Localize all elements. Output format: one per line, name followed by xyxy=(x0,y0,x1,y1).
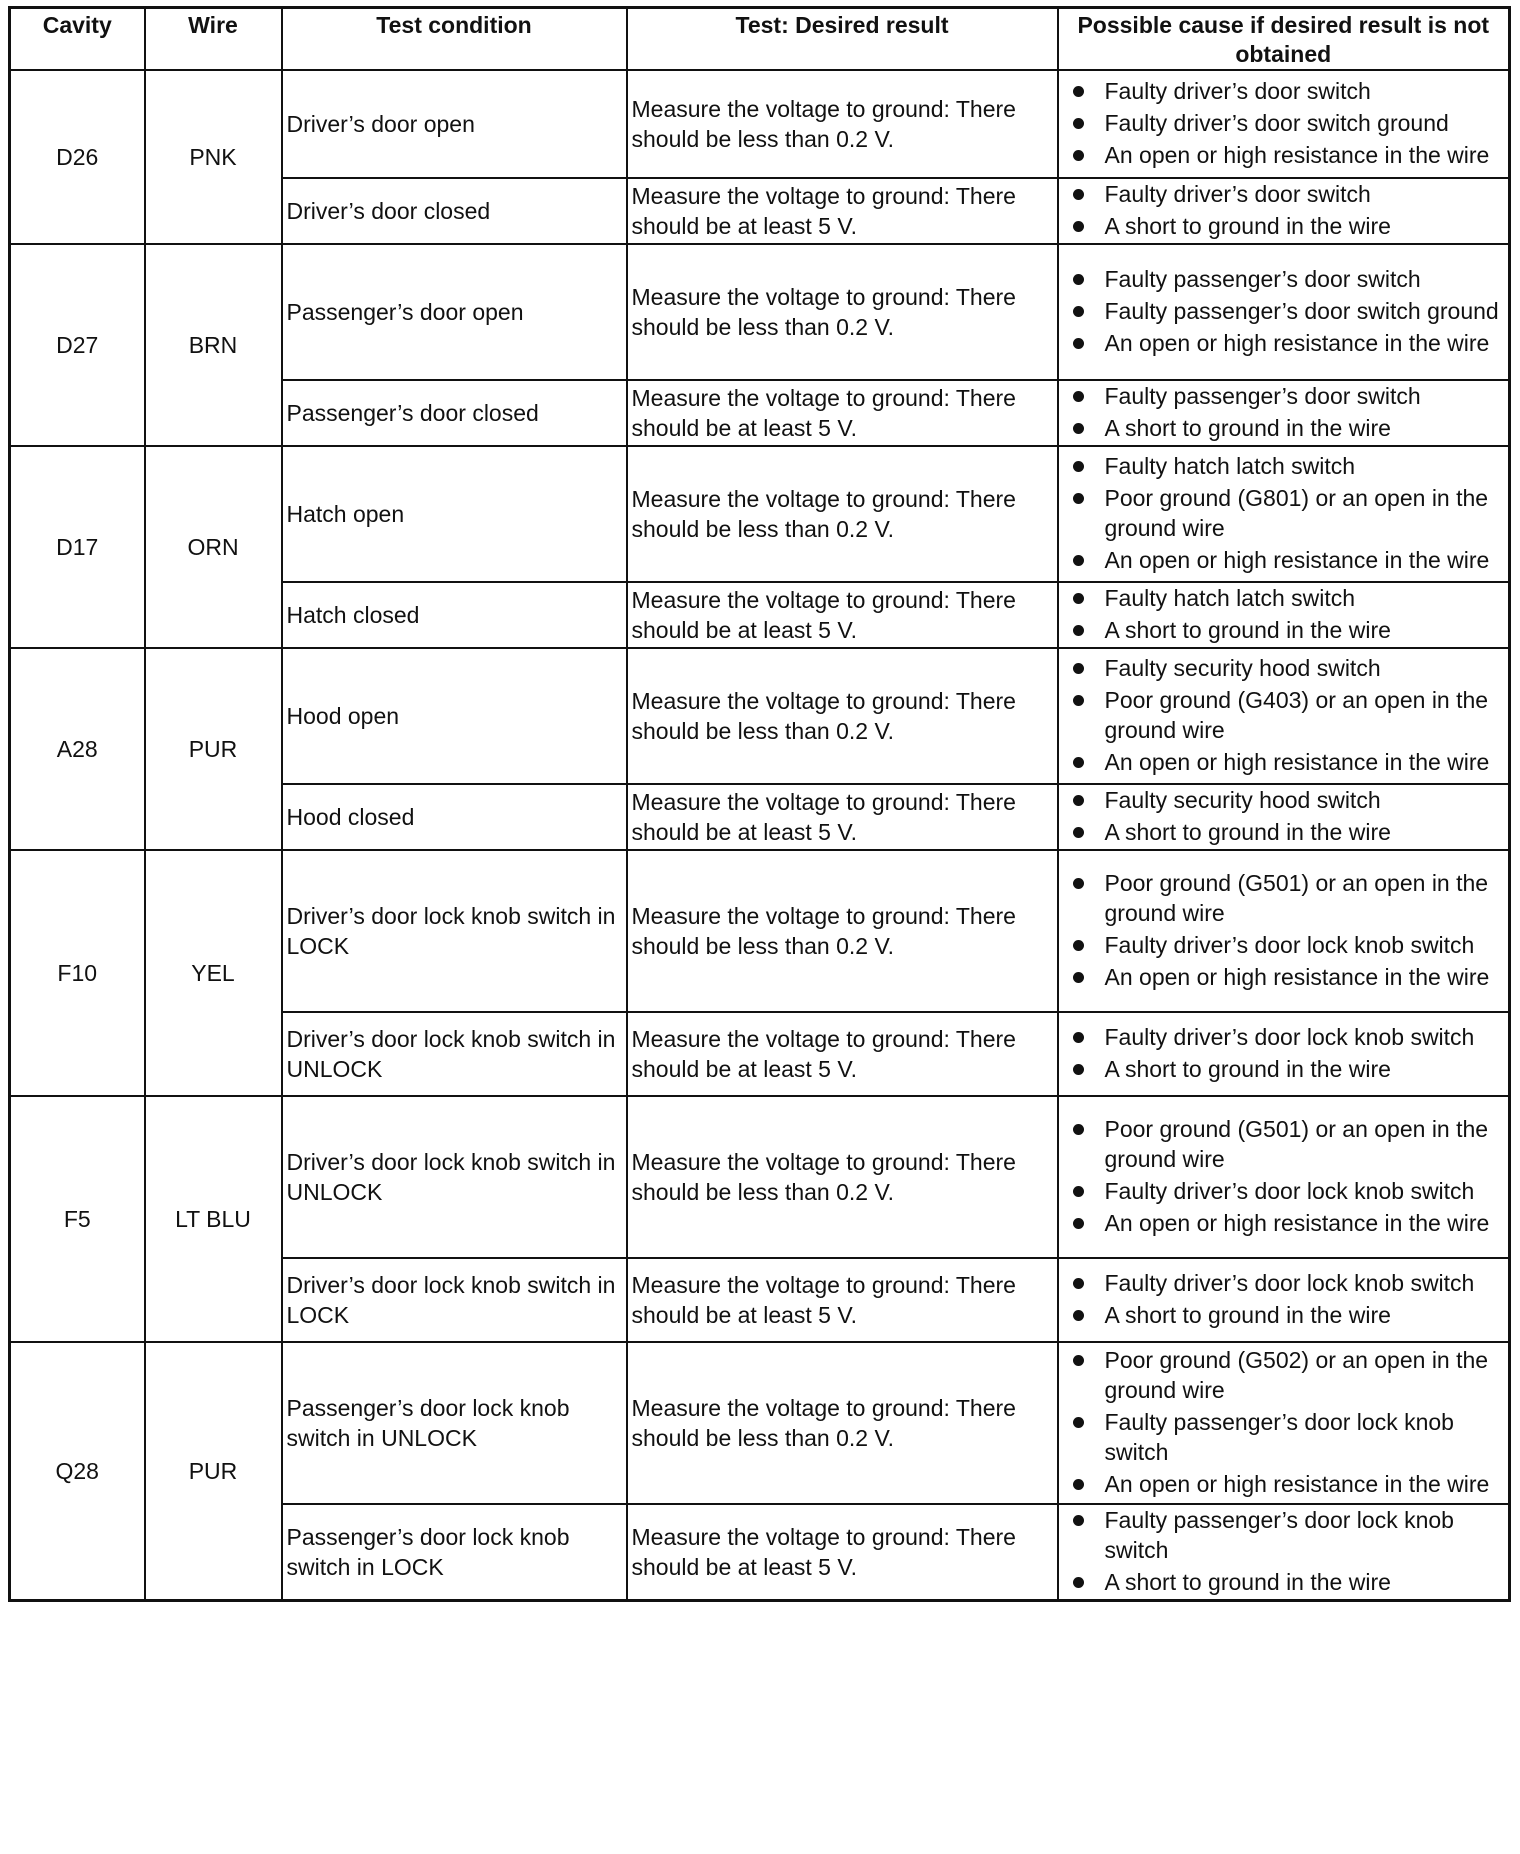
cavity-cell: D27 xyxy=(10,244,145,446)
cause-item xyxy=(1063,140,1505,170)
desired-result-cell: Measure the voltage to ground: There should be less than 0.2 V. xyxy=(627,70,1058,178)
document-page xyxy=(8,6,1508,1602)
cause-item xyxy=(1063,1505,1505,1565)
cause-text: Faulty driver’s door switch ground xyxy=(1104,110,1449,136)
cause-item xyxy=(1063,868,1505,928)
table-row xyxy=(10,1342,1510,1504)
desired-result-cell: Measure the voltage to ground: There should be at least 5 V. xyxy=(627,1504,1058,1601)
test-condition-cell: Passenger’s door lock knob switch in UNLOCK xyxy=(282,1342,627,1504)
cause-text: A short to ground in the wire xyxy=(1104,819,1391,845)
cause-text: Faulty driver’s door lock knob switch xyxy=(1104,1024,1475,1050)
bullet-icon xyxy=(1073,150,1084,161)
table-row xyxy=(10,850,1510,1012)
cause-text: Faulty driver’s door lock knob switch xyxy=(1104,1270,1475,1296)
cause-list xyxy=(1063,381,1505,443)
cause-item xyxy=(1063,1300,1505,1330)
possible-cause-cell xyxy=(1058,1258,1510,1342)
cause-text: Faulty driver’s door lock knob switch xyxy=(1104,1178,1475,1204)
bullet-icon xyxy=(1073,338,1084,349)
bullet-icon xyxy=(1073,189,1084,200)
test-condition-cell: Passenger’s door closed xyxy=(282,380,627,446)
cavity-cell: Q28 xyxy=(10,1342,145,1601)
wire-cell: PNK xyxy=(145,70,282,244)
bullet-icon xyxy=(1073,878,1084,889)
cause-item xyxy=(1063,328,1505,358)
cause-text: A short to ground in the wire xyxy=(1104,213,1391,239)
table-row xyxy=(10,1096,1510,1258)
desired-result-cell: Measure the voltage to ground: There should be at least 5 V. xyxy=(627,1012,1058,1096)
wire-cell: LT BLU xyxy=(145,1096,282,1342)
cavity-cell: F5 xyxy=(10,1096,145,1342)
possible-cause-cell xyxy=(1058,1012,1510,1096)
test-condition-cell: Hatch closed xyxy=(282,582,627,648)
cause-text: A short to ground in the wire xyxy=(1104,1302,1391,1328)
desired-result-cell: Measure the voltage to ground: There should be at least 5 V. xyxy=(627,178,1058,244)
test-condition-cell: Driver’s door lock knob switch in UNLOCK xyxy=(282,1012,627,1096)
cause-text: Poor ground (G403) or an open in the ground wire xyxy=(1104,687,1489,743)
bullet-icon xyxy=(1073,1064,1084,1075)
desired-result-cell: Measure the voltage to ground: There should be less than 0.2 V. xyxy=(627,1096,1058,1258)
cause-list xyxy=(1063,451,1505,575)
cause-item xyxy=(1063,264,1505,294)
test-table xyxy=(8,6,1511,1602)
bullet-icon xyxy=(1073,493,1084,504)
bullet-icon xyxy=(1073,1479,1084,1490)
cause-list xyxy=(1063,1114,1505,1238)
bullet-icon xyxy=(1073,695,1084,706)
bullet-icon xyxy=(1073,593,1084,604)
cause-item xyxy=(1063,1176,1505,1206)
test-condition-cell: Hood closed xyxy=(282,784,627,850)
wire-cell: PUR xyxy=(145,648,282,850)
cause-list xyxy=(1063,264,1505,358)
cause-text: An open or high resistance in the wire xyxy=(1104,964,1490,990)
bullet-icon xyxy=(1073,1186,1084,1197)
cause-item xyxy=(1063,211,1505,241)
possible-cause-cell xyxy=(1058,582,1510,648)
possible-cause-cell xyxy=(1058,380,1510,446)
bullet-icon xyxy=(1073,1218,1084,1229)
cause-item xyxy=(1063,381,1505,411)
possible-cause-cell xyxy=(1058,1342,1510,1504)
bullet-icon xyxy=(1073,625,1084,636)
bullet-icon xyxy=(1073,1515,1084,1526)
bullet-icon xyxy=(1073,274,1084,285)
wire-cell: BRN xyxy=(145,244,282,446)
cause-text: Faulty driver’s door lock knob switch xyxy=(1104,932,1475,958)
test-condition-cell: Passenger’s door lock knob switch in LOCK xyxy=(282,1504,627,1601)
test-condition-cell: Passenger’s door open xyxy=(282,244,627,380)
desired-result-cell: Measure the voltage to ground: There should be at least 5 V. xyxy=(627,582,1058,648)
header-wire: Wire xyxy=(145,8,282,71)
cause-item xyxy=(1063,1268,1505,1298)
cause-text: Faulty passenger’s door lock knob switch xyxy=(1104,1409,1454,1465)
test-condition-cell: Driver’s door lock knob switch in LOCK xyxy=(282,850,627,1012)
cause-item xyxy=(1063,296,1505,326)
test-condition-cell: Hatch open xyxy=(282,446,627,582)
cause-text: A short to ground in the wire xyxy=(1104,617,1391,643)
cause-item xyxy=(1063,1208,1505,1238)
cavity-cell: A28 xyxy=(10,648,145,850)
header-possible-cause: Possible cause if desired result is not obtained xyxy=(1058,8,1510,71)
desired-result-cell: Measure the voltage to ground: There should be less than 0.2 V. xyxy=(627,1342,1058,1504)
bullet-icon xyxy=(1073,1355,1084,1366)
cause-text: Faulty passenger’s door switch xyxy=(1104,383,1421,409)
desired-result-cell: Measure the voltage to ground: There should be less than 0.2 V. xyxy=(627,244,1058,380)
bullet-icon xyxy=(1073,1310,1084,1321)
cause-item xyxy=(1063,785,1505,815)
cause-item xyxy=(1063,545,1505,575)
cause-item xyxy=(1063,583,1505,613)
cause-text: Faulty passenger’s door lock knob switch xyxy=(1104,1507,1454,1563)
cause-item xyxy=(1063,413,1505,443)
cavity-cell: D17 xyxy=(10,446,145,648)
cause-list xyxy=(1063,868,1505,992)
cause-text: Poor ground (G801) or an open in the ground wire xyxy=(1104,485,1489,541)
cause-text: Poor ground (G501) or an open in the ground wire xyxy=(1104,1116,1489,1172)
cause-text: A short to ground in the wire xyxy=(1104,1569,1391,1595)
cause-item xyxy=(1063,483,1505,543)
desired-result-cell: Measure the voltage to ground: There should be less than 0.2 V. xyxy=(627,446,1058,582)
test-condition-cell: Driver’s door lock knob switch in LOCK xyxy=(282,1258,627,1342)
bullet-icon xyxy=(1073,663,1084,674)
bullet-icon xyxy=(1073,221,1084,232)
bullet-icon xyxy=(1073,827,1084,838)
cause-text: Faulty hatch latch switch xyxy=(1104,453,1356,479)
cause-item xyxy=(1063,1114,1505,1174)
possible-cause-cell xyxy=(1058,244,1510,380)
cause-text: A short to ground in the wire xyxy=(1104,1056,1391,1082)
test-condition-cell: Driver’s door closed xyxy=(282,178,627,244)
table-row xyxy=(10,648,1510,784)
wire-cell: YEL xyxy=(145,850,282,1096)
test-condition-cell: Driver’s door lock knob switch in UNLOCK xyxy=(282,1096,627,1258)
cause-list xyxy=(1063,1345,1505,1499)
cause-text: An open or high resistance in the wire xyxy=(1104,1471,1490,1497)
bullet-icon xyxy=(1073,306,1084,317)
cause-text: Faulty passenger’s door switch ground xyxy=(1104,298,1499,324)
possible-cause-cell xyxy=(1058,1504,1510,1601)
bullet-icon xyxy=(1073,391,1084,402)
bullet-icon xyxy=(1073,1124,1084,1135)
cause-item xyxy=(1063,685,1505,745)
cause-text: Faulty hatch latch switch xyxy=(1104,585,1356,611)
possible-cause-cell xyxy=(1058,1096,1510,1258)
cause-item xyxy=(1063,1407,1505,1467)
cause-text: Faulty driver’s door switch xyxy=(1104,78,1371,104)
cause-list xyxy=(1063,76,1505,170)
cause-item xyxy=(1063,653,1505,683)
header-desired-result: Test: Desired result xyxy=(627,8,1058,71)
possible-cause-cell xyxy=(1058,850,1510,1012)
cause-item xyxy=(1063,747,1505,777)
possible-cause-cell xyxy=(1058,648,1510,784)
bullet-icon xyxy=(1073,1032,1084,1043)
cause-text: An open or high resistance in the wire xyxy=(1104,142,1490,168)
bullet-icon xyxy=(1073,423,1084,434)
cause-item xyxy=(1063,179,1505,209)
cause-item xyxy=(1063,1469,1505,1499)
bullet-icon xyxy=(1073,1417,1084,1428)
cause-list xyxy=(1063,179,1505,241)
wire-cell: ORN xyxy=(145,446,282,648)
possible-cause-cell xyxy=(1058,784,1510,850)
wire-cell: PUR xyxy=(145,1342,282,1601)
bullet-icon xyxy=(1073,1278,1084,1289)
cause-item xyxy=(1063,962,1505,992)
possible-cause-cell xyxy=(1058,178,1510,244)
cause-list xyxy=(1063,1505,1505,1597)
cause-text: An open or high resistance in the wire xyxy=(1104,1210,1490,1236)
cause-text: Poor ground (G501) or an open in the ground wire xyxy=(1104,870,1489,926)
cause-item xyxy=(1063,76,1505,106)
cause-list xyxy=(1063,1268,1505,1330)
table-row xyxy=(10,446,1510,582)
bullet-icon xyxy=(1073,795,1084,806)
table-row xyxy=(10,244,1510,380)
desired-result-cell: Measure the voltage to ground: There should be less than 0.2 V. xyxy=(627,648,1058,784)
bullet-icon xyxy=(1073,555,1084,566)
header-test-condition: Test condition xyxy=(282,8,627,71)
table-header xyxy=(10,8,1510,71)
cause-text: A short to ground in the wire xyxy=(1104,415,1391,441)
cause-text: An open or high resistance in the wire xyxy=(1104,330,1490,356)
cause-item xyxy=(1063,1345,1505,1405)
test-condition-cell: Driver’s door open xyxy=(282,70,627,178)
table-row xyxy=(10,70,1510,178)
cause-text: An open or high resistance in the wire xyxy=(1104,749,1490,775)
possible-cause-cell xyxy=(1058,446,1510,582)
cause-item xyxy=(1063,615,1505,645)
bullet-icon xyxy=(1073,86,1084,97)
bullet-icon xyxy=(1073,940,1084,951)
header-row xyxy=(10,8,1510,71)
bullet-icon xyxy=(1073,118,1084,129)
bullet-icon xyxy=(1073,757,1084,768)
table-body xyxy=(10,70,1510,1601)
cavity-cell: F10 xyxy=(10,850,145,1096)
bullet-icon xyxy=(1073,461,1084,472)
header-cavity: Cavity xyxy=(10,8,145,71)
cause-list xyxy=(1063,785,1505,847)
desired-result-cell: Measure the voltage to ground: There should be at least 5 V. xyxy=(627,784,1058,850)
cause-list xyxy=(1063,1022,1505,1084)
cavity-cell: D26 xyxy=(10,70,145,244)
bullet-icon xyxy=(1073,1577,1084,1588)
cause-list xyxy=(1063,583,1505,645)
cause-text: An open or high resistance in the wire xyxy=(1104,547,1490,573)
bullet-icon xyxy=(1073,972,1084,983)
possible-cause-cell xyxy=(1058,70,1510,178)
cause-item xyxy=(1063,1054,1505,1084)
desired-result-cell: Measure the voltage to ground: There should be at least 5 V. xyxy=(627,380,1058,446)
cause-item xyxy=(1063,1567,1505,1597)
cause-item xyxy=(1063,817,1505,847)
cause-text: Faulty security hood switch xyxy=(1104,655,1381,681)
test-condition-cell: Hood open xyxy=(282,648,627,784)
cause-item xyxy=(1063,451,1505,481)
cause-list xyxy=(1063,653,1505,777)
cause-item xyxy=(1063,108,1505,138)
cause-item xyxy=(1063,930,1505,960)
cause-item xyxy=(1063,1022,1505,1052)
cause-text: Faulty driver’s door switch xyxy=(1104,181,1371,207)
desired-result-cell: Measure the voltage to ground: There should be less than 0.2 V. xyxy=(627,850,1058,1012)
cause-text: Faulty security hood switch xyxy=(1104,787,1381,813)
desired-result-cell: Measure the voltage to ground: There should be at least 5 V. xyxy=(627,1258,1058,1342)
cause-text: Poor ground (G502) or an open in the ground wire xyxy=(1104,1347,1489,1403)
cause-text: Faulty passenger’s door switch xyxy=(1104,266,1421,292)
